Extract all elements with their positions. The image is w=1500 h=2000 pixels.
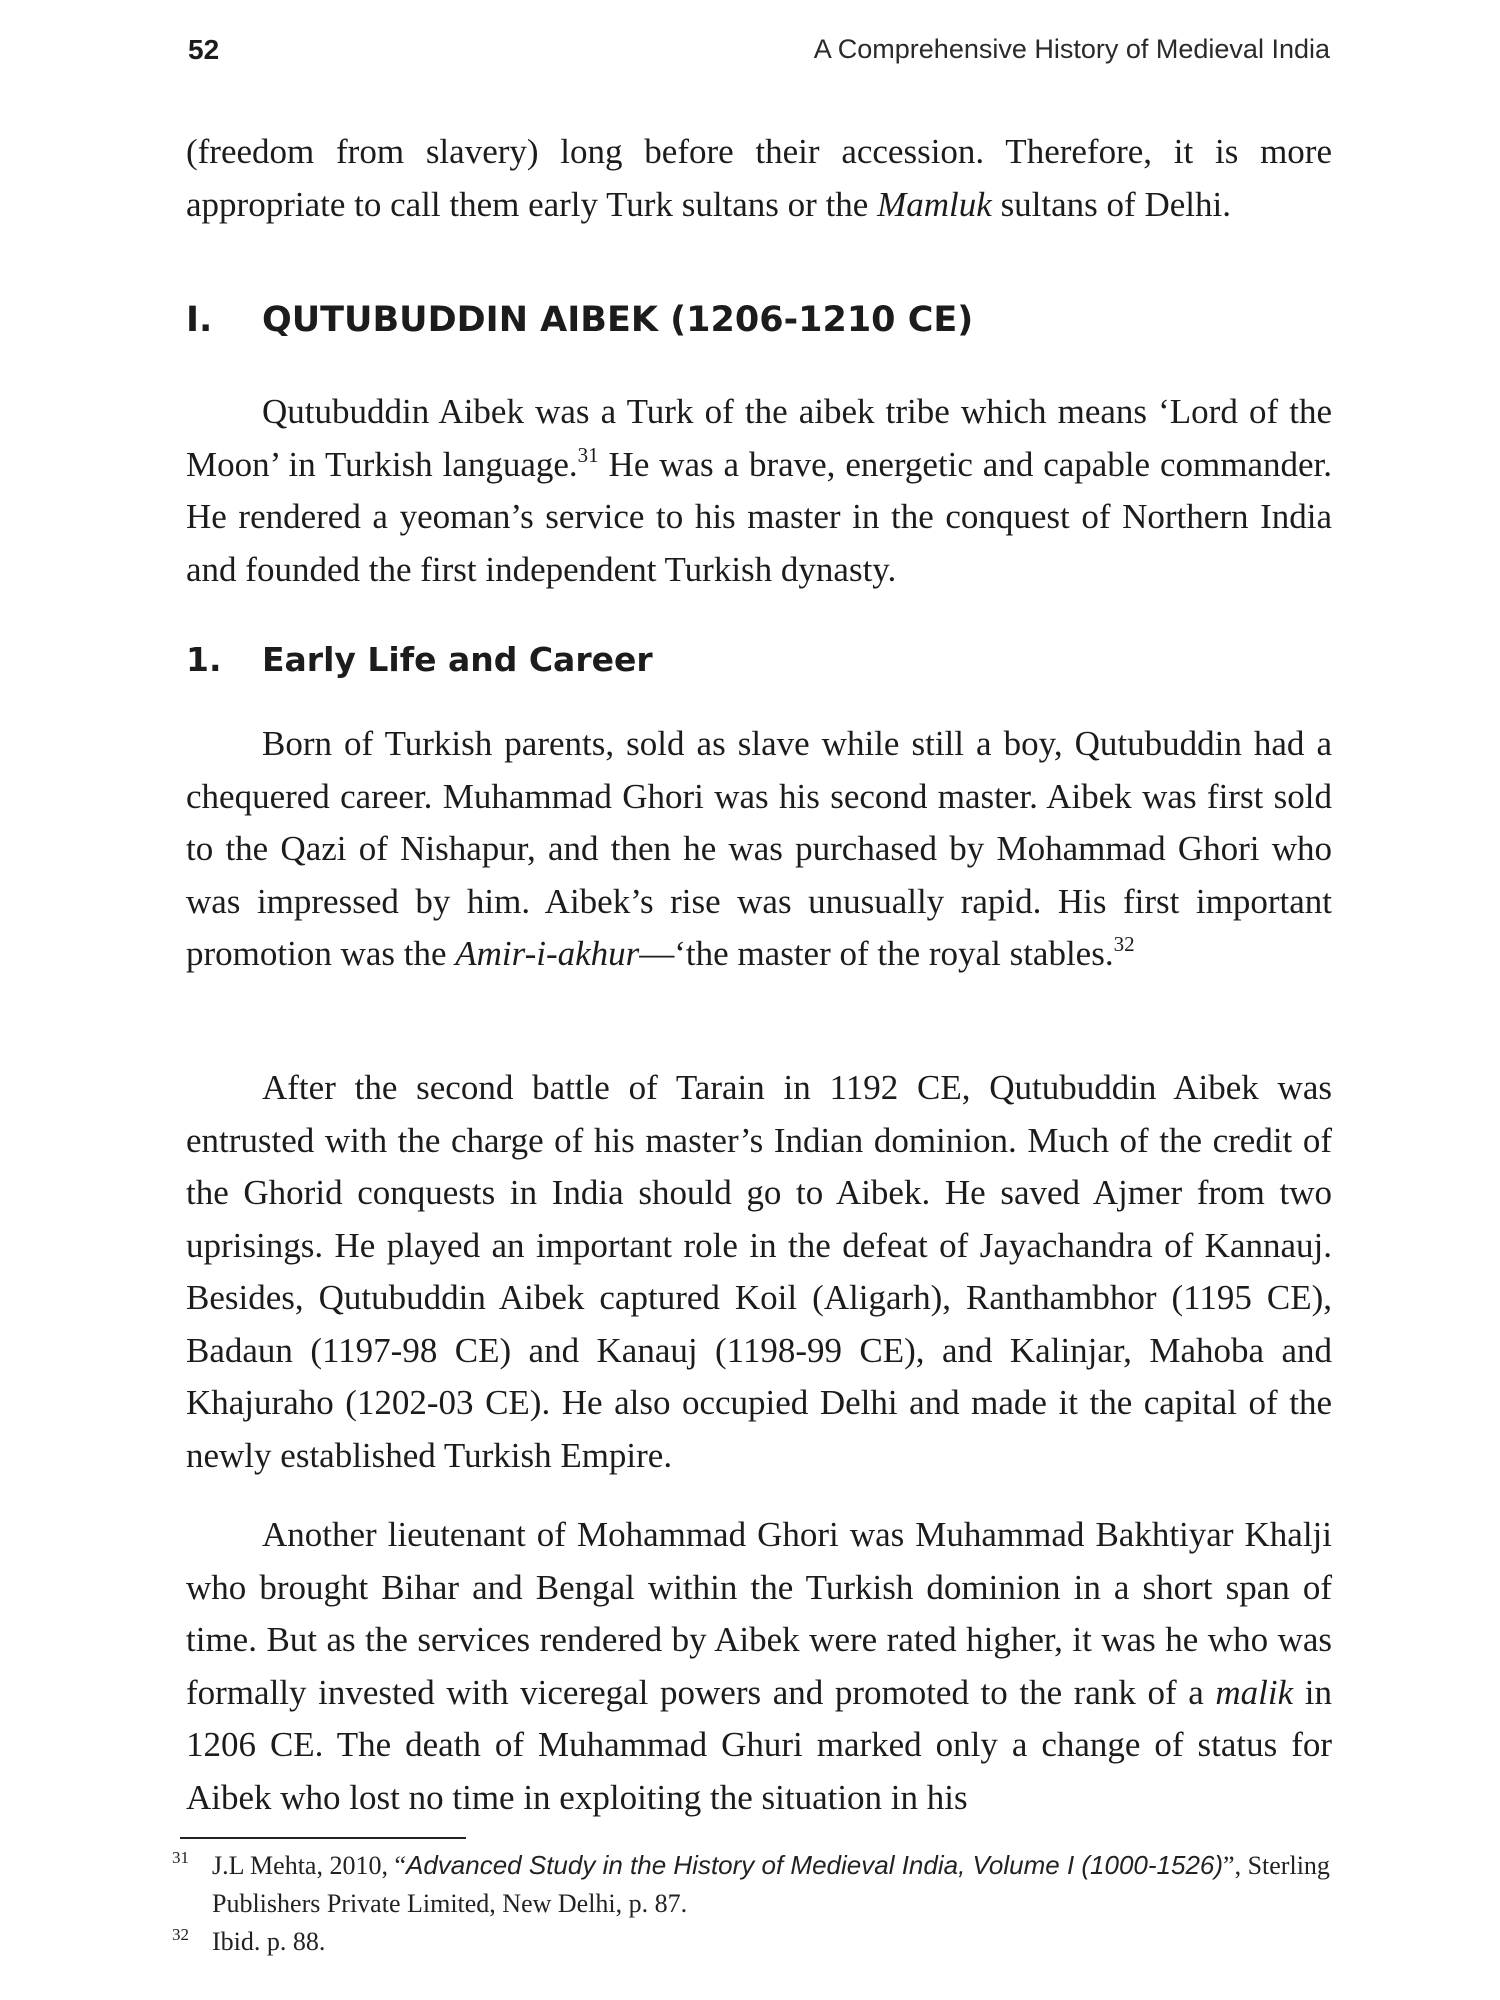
page-number: 52 (188, 34, 220, 65)
footnotes (172, 1846, 1332, 1961)
section-number: I. (186, 300, 213, 340)
aibek-intro-text-2: He was a brave, energetic and capable commander. He rendered a yeoman’s service to his master in the conquest of Northern India and founded the first independent Turkish dynasty. (186, 444, 1332, 589)
lieutenant-text-2: in 1206 CE. The death of Muhammad Ghuri marked only a change of status for Aibek who lost no time in exploiting the situation in his (186, 1672, 1332, 1817)
subheading-title: Early Life and Career (262, 640, 653, 679)
aibek-intro-text: Qutubuddin Aibek was a Turk of the aibek tribe which means ‘Lord of the Moon’ in Turkish language. (186, 392, 1332, 484)
intro-italic-term: Mamluk (877, 184, 992, 224)
early-life-text-2: —‘the master of the royal stables. (639, 934, 1114, 973)
section-title: QUTUBUDDIN AIBEK (1206-1210 CE) (262, 300, 974, 340)
early-life-paragraph (186, 718, 1332, 981)
early-life-italic-term: Amir-i-akhur (455, 934, 640, 973)
footnote-mark: 32 (172, 1925, 189, 1944)
subheading (186, 640, 653, 679)
section-heading (186, 300, 973, 340)
footnote-mark: 31 (172, 1848, 189, 1867)
aibek-intro-paragraph (186, 386, 1332, 596)
early-life-text: Born of Turkish parents, sold as slave while still a boy, Qutubuddin had a chequered career. Muhammad Ghori was his second master. Aibek was first sold to the Qazi of Nishapur, and then he was purchased by Mohammad Ghori who was impressed by him. Aibek’s rise was unusually rapid. His first important promotion was the (186, 724, 1332, 973)
footnote-ref-32[interactable]: 32 (1113, 932, 1135, 956)
intro-text-end: sultans of Delhi. (991, 184, 1231, 224)
subheading-number: 1. (186, 640, 222, 679)
lieutenant-paragraph (186, 1509, 1332, 1824)
tarain-text: After the second battle of Tarain in 1192 CE, Qutubuddin Aibek was entrusted with the charge of his master’s Indian dominion. Much of the credit of the Ghorid conquests in India should go to Aibek. He saved Ajmer from two uprisings. He played an important role in the defeat of Jayachandra of Kannauj. Besides, Qutubuddin Aibek captured Koil (Aligarh), Ranthambhor (1195 CE), Badaun (1197-98 CE) and Kanauj (1198-99 CE), and Kalinjar, Mahoba and Khajuraho (1202-03 CE). He also occupied Delhi and made it the capital of the newly established Turkish Empire. (186, 1068, 1332, 1475)
footnote-divider (180, 1837, 466, 1839)
footnote-italic-title: Advanced Study in the History of Medieval India, Volume I (1000-1526) (406, 1850, 1224, 1880)
lieutenant-text: Another lieutenant of Mohammad Ghori was Muhammad Bakhtiyar Khalji who brought Bihar and Bengal within the Turkish dominion in a short span of time. But as the services rendered by Aibek were rated higher, it was he who was formally invested with viceregal powers and promoted to the rank of a (186, 1515, 1332, 1712)
footnote-ref-31[interactable]: 31 (577, 442, 599, 467)
lieutenant-italic-term: malik (1215, 1672, 1294, 1712)
footnote-text: Ibid. p. 88. (212, 1927, 326, 1956)
intro-text: (freedom from slavery) long before their accession. Therefore, it is more appropriate to call them early Turk sultans or the (186, 132, 1332, 224)
footnote-31 (172, 1846, 1332, 1923)
tarain-paragraph (186, 1062, 1332, 1482)
footnote-text-2: ”, Sterling Publishers Private Limited, New Delhi, p. 87. (212, 1851, 1330, 1918)
footnote-text: J.L Mehta, 2010, “ (212, 1851, 406, 1880)
running-title: A Comprehensive History of Medieval India (813, 34, 1330, 64)
intro-paragraph (186, 126, 1332, 231)
footnote-32 (172, 1923, 1332, 1961)
